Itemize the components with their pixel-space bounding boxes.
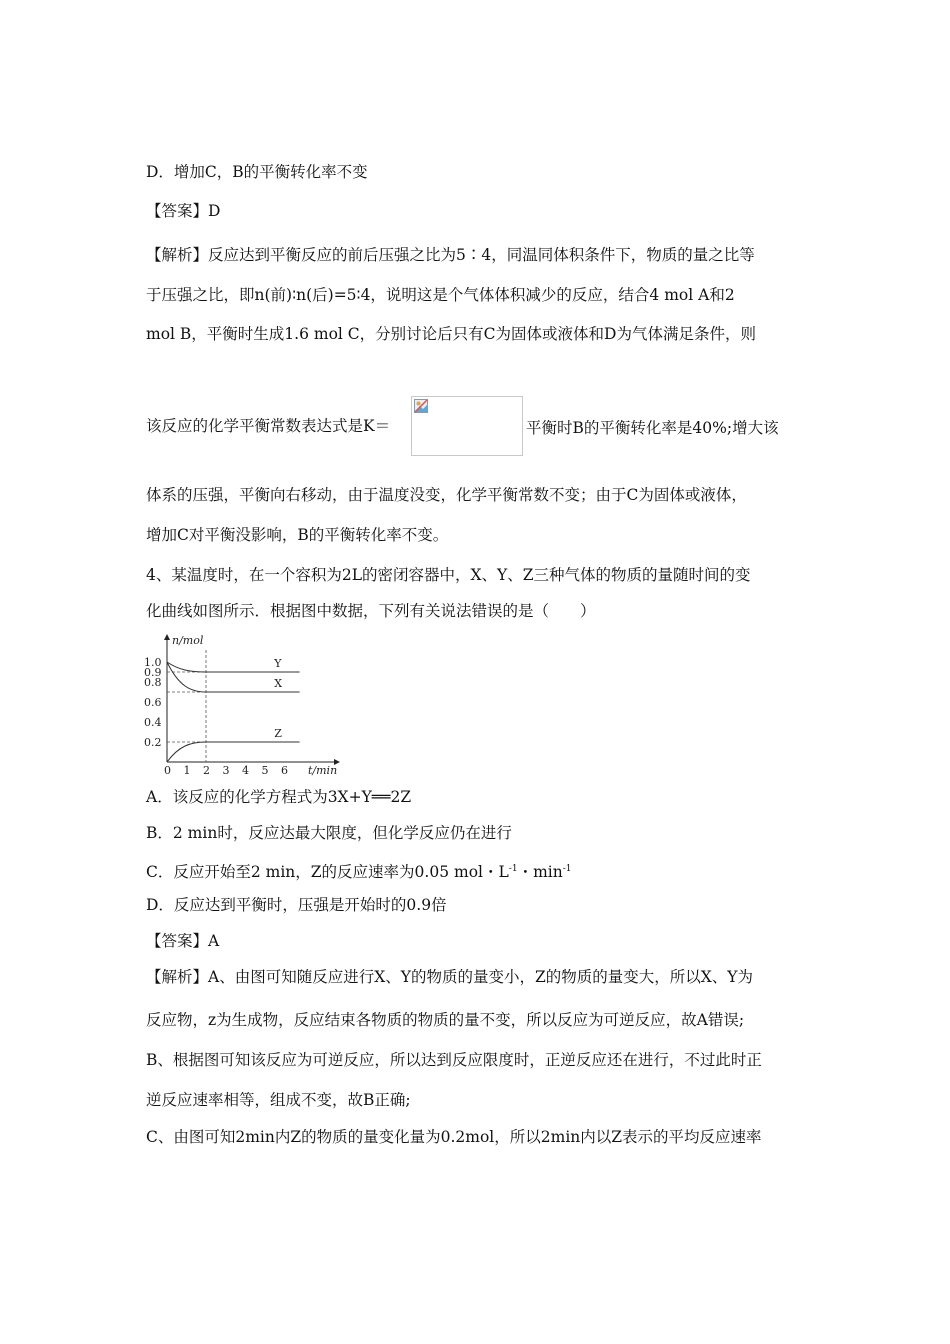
option-d-prev: D．增加C，B的平衡转化率不变 [146,163,368,181]
question-4-line-2: 化曲线如图所示．根据图中数据，下列有关说法错误的是（ ） [146,602,596,620]
x-tick-label: 4 [242,764,249,777]
series-label-Y: Y [274,657,282,670]
x-tick-label: 6 [281,764,288,777]
analysis-line-1: 【解析】A、由图可知随反应进行X、Y的物质的量变小，Z的物质的量变大，所以X、Y为 [146,968,754,986]
analysis-line-5: C、由图可知2min内Z的物质的量变化量为0.2mol，所以2min内以Z表示的平均反应速率 [146,1128,762,1146]
explanation-line-3: mol B，平衡时生成1.6 mol C，分别讨论后只有C为固体或液体和D为气体满足条件，则 [146,325,756,343]
explanation-line-1: 【解析】反应达到平衡反应的前后压强之比为5∶4，同温同体积条件下，物质的量之比等 [146,246,755,264]
option-c-mid: ・min [517,863,563,882]
series-label-Z: Z [274,727,282,740]
x-axis-label: t/min [308,764,338,777]
explanation-line-5: 体系的压强，平衡向右移动，由于温度没变，化学平衡常数不变；由于C为固体或液体， [146,486,747,504]
x-tick-label: 0 [164,764,171,777]
y-tick-labels [144,656,162,749]
analysis-line-2: 反应物，z为生成物，反应结束各物质的物质的量不变，所以反应为可逆反应，故A错误; [146,1011,745,1029]
analysis-line-3: B、根据图可知该反应为可逆反应，所以达到反应限度时，正逆反应还在进行，不过此时正 [146,1051,762,1069]
explanation-line-4b: 平衡时B的平衡转化率是40%;增大该 [526,419,779,437]
y-tick-label: 0.8 [144,676,162,689]
option-c [146,859,571,882]
option-a: A．该反应的化学方程式为3X+Y══2Z [146,788,412,806]
y-tick-label: 0.9 [144,666,162,679]
x-tick-label: 2 [203,764,210,777]
axes [164,634,340,765]
x-tick-label: 3 [222,764,230,777]
answer-label: 【答案】A [146,932,220,950]
question-4-line-1: 4、某温度时，在一个容积为2L的密闭容器中，X、Y、Z三种气体的物质的量随时间的变 [146,566,751,584]
y-axis-arrow [164,634,170,640]
series-label-X: X [274,677,283,690]
series-line-Z [167,742,300,762]
x-tick-label: 5 [261,764,269,777]
explanation-line-4a: 该反应的化学平衡常数表达式是K＝ [146,417,391,435]
y-tick-label: 0.6 [144,696,162,709]
analysis-line-4: 逆反应速率相等，组成不变，故B正确; [146,1091,411,1109]
option-d: D．反应达到平衡时，压强是开始时的0.9倍 [146,896,447,914]
x-tick-labels [164,764,288,777]
equation-image-placeholder [411,396,523,456]
option-c-sup2: -1 [562,864,572,874]
option-c-sup1: -1 [508,864,518,874]
explanation-line-2: 于压强之比，即n(前)∶n(后)=5∶4，说明这是个气体体积减少的反应，结合4 mol A和2 [146,286,735,304]
y-tick-label: 0.4 [144,716,162,729]
explanation-line-6: 增加C对平衡没影响，B的平衡转化率不变。 [146,526,449,544]
answer-label-prev: 【答案】D [146,202,221,220]
mole-time-graph [140,632,340,782]
series-labels [273,657,282,740]
x-tick-label: 1 [183,764,191,777]
y-tick-label: 1.0 [144,656,162,669]
broken-image-icon [414,399,428,413]
option-b: B．2 min时，反应达最大限度，但化学反应仍在进行 [146,824,512,842]
option-c-main: C．反应开始至2 min，Z的反应速率为0.05 mol・L [146,863,509,882]
y-tick-label: 0.2 [144,736,162,749]
y-axis-label: n/mol [172,634,204,647]
